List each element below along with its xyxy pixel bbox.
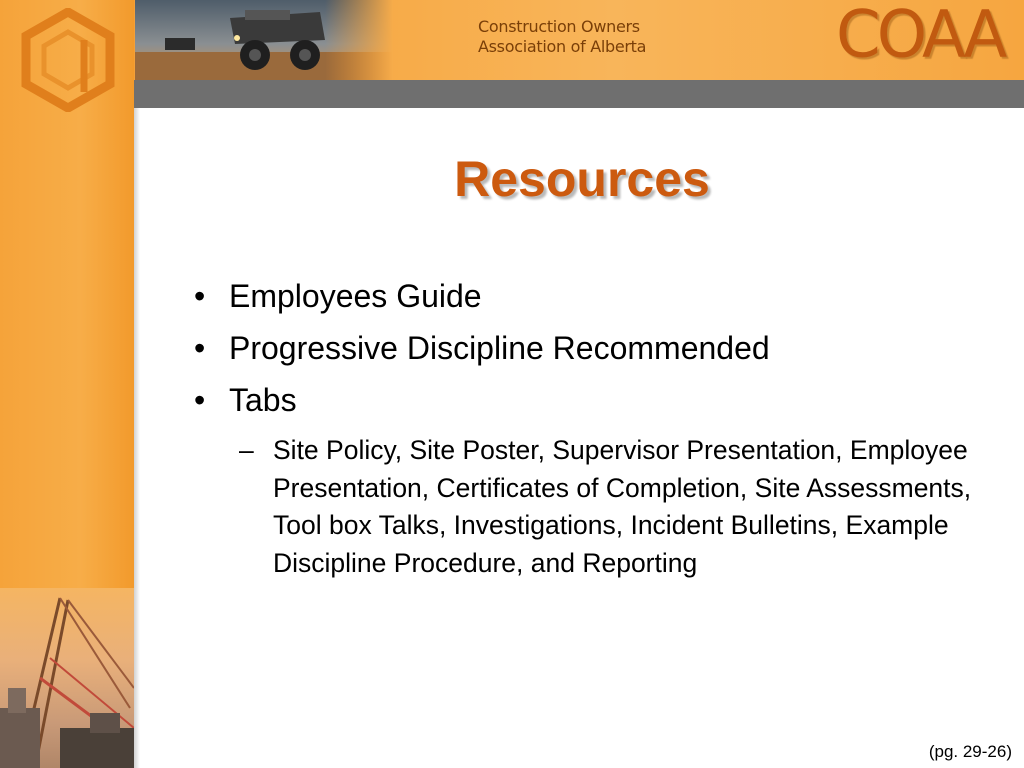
sub-bullet-text: Site Policy, Site Poster, Supervisor Presentation, Employee Presentation, Certificates of Completion, Site Assessments, Tool box Talks, Investigations, Incident Bulletins, Example Discipline Procedure, and Reporting bbox=[273, 435, 972, 578]
bullet-marker: • bbox=[194, 382, 206, 418]
bullet-marker: • bbox=[194, 330, 206, 366]
bullet-item bbox=[184, 270, 1004, 322]
page-reference: (pg. 29-26) bbox=[928, 742, 1012, 761]
org-name-line2: Association of Alberta bbox=[478, 37, 647, 56]
bullet-text: Employees Guide bbox=[229, 278, 482, 314]
bullet-text: Progressive Discipline Recommended bbox=[229, 330, 770, 366]
bullet-text: Tabs bbox=[229, 382, 297, 418]
bullet-item bbox=[184, 374, 1004, 582]
sub-bullet-marker: – bbox=[239, 435, 254, 465]
bullet-item bbox=[184, 322, 1004, 374]
header-photo-haul-truck bbox=[135, 0, 393, 80]
coaa-logo-text: COAA bbox=[836, 0, 1004, 73]
bottom-left-crane-photo bbox=[0, 588, 134, 768]
bullet-list bbox=[184, 270, 1004, 582]
gray-bar bbox=[134, 80, 1024, 108]
org-name-line1: Construction Owners bbox=[478, 17, 640, 36]
sub-bullet-list bbox=[229, 432, 1004, 582]
slide-title: Resources bbox=[454, 151, 710, 207]
org-name bbox=[478, 17, 646, 57]
bullet-marker: • bbox=[194, 278, 206, 314]
hexagon-logo-icon bbox=[18, 8, 118, 117]
sub-bullet-item bbox=[229, 432, 993, 582]
